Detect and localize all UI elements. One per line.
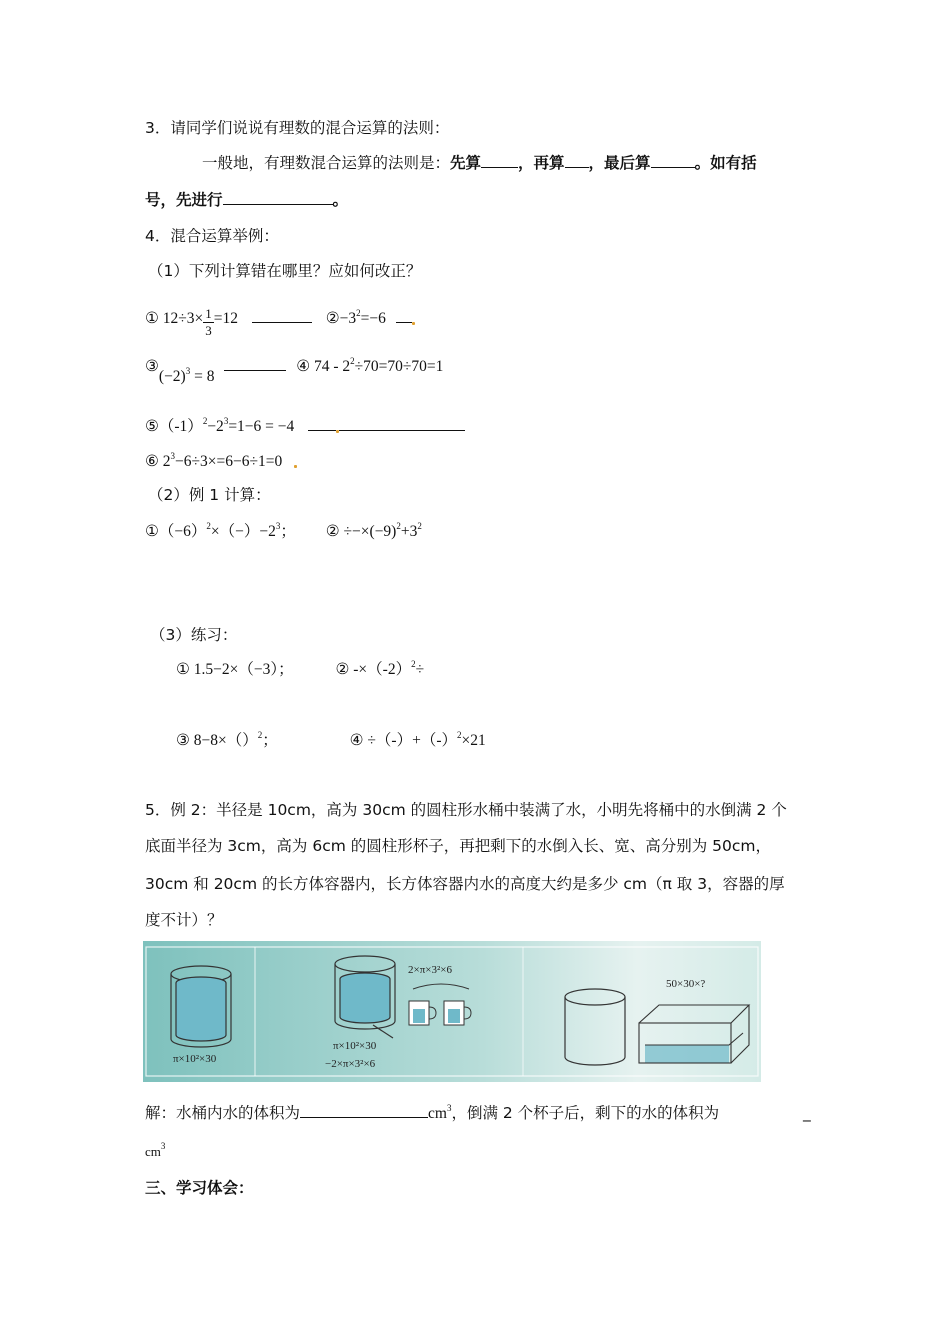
- error-expr-6: ⑥ $2^3-6\div 3\times=6-6\div 1=0$: [145, 452, 297, 472]
- section-4-title: 4．混合运算举例：: [145, 227, 279, 245]
- question-3: （3）练习：: [150, 626, 238, 644]
- error-expr-5: $⑤(-1)^2-2^3=1-6 = -4$: [145, 416, 465, 437]
- practice-row-1: ① 1.5−2×（−3）； ② $-\times(-2)^2\div$: [176, 659, 425, 678]
- error-expr-1: ① 12÷3× $\frac{1}{3}$ =12 $②-3^2=-6$: [145, 306, 415, 339]
- blank-then[interactable]: [565, 153, 589, 168]
- answer-blank-1[interactable]: [252, 308, 312, 323]
- answer-blank-5a[interactable]: [308, 416, 336, 431]
- remaining-volume-label-1: π×10²×30: [333, 1040, 377, 1052]
- example-2-line-1: 5．例 2：半径是 10cm，高为 30cm 的圆柱形水桶中装满了水，小明先将桶中的水倒满 2 个: [145, 801, 787, 819]
- answer-unit: $cm^3$: [145, 1141, 166, 1159]
- box-volume-label: 50×30×?: [666, 978, 706, 990]
- answer-blank-volume[interactable]: [300, 1103, 428, 1118]
- section-reflection-title: 三、学习体会：: [145, 1179, 254, 1197]
- example-2-line-2: 底面半径为 3cm，高为 6cm 的圆柱形杯子，再把剩下的水倒入长、宽、高分别为 50cm，: [145, 837, 772, 855]
- answer-blank-2[interactable]: [396, 308, 412, 323]
- answer-blank-3[interactable]: [224, 356, 286, 371]
- question-1: （1）下列计算错在哪里？应如何改正？: [148, 262, 422, 280]
- answer-blank-5b[interactable]: [339, 416, 465, 431]
- rule-line-1: 一般地，有理数混合运算的法则是：先算 ，再算 ，最后算 。如有括: [202, 154, 757, 172]
- fraction-one-third: $\frac{1}{3}$: [205, 306, 212, 338]
- example-1-exprs: $①(-6)^2\times(-)-2^3$； ② $\div-\times(-9)^2+3^2$: [145, 521, 422, 540]
- blank-last[interactable]: [651, 153, 695, 168]
- example-2-line-4: 度不计）？: [145, 911, 223, 929]
- question-2: （2）例 1 计算：: [148, 486, 271, 504]
- remaining-volume-label-2: −2×π×3²×6: [325, 1058, 376, 1070]
- containers-figure: [143, 941, 761, 1082]
- cups-volume-label: 2×π×3²×6: [408, 964, 452, 976]
- example-2-line-3: 30cm 和 20cm 的长方体容器内，长方体容器内水的高度大约是多少 cm（π 取 3，容器的厚: [145, 875, 785, 893]
- rule-line-2: 号，先进行 。: [145, 191, 349, 209]
- bucket-volume-label: π×10²×30: [173, 1053, 217, 1065]
- blank-bracket[interactable]: [223, 190, 333, 205]
- error-expr-3: $③(-2)^3 = 8$ ④ $74 - 2^2\div 70=70\div 70=1$: [145, 356, 444, 385]
- practice-row-2: ③ 8−8×（）$^2$； ④ $\div(-)+(-)^2\times 21$: [176, 730, 486, 749]
- answer-line: 解：水桶内水的体积为 $cm^3$，倒满 2 个杯子后，剩下的水的体积为 _: [145, 1103, 811, 1122]
- section-3-title: 3．请同学们说说有理数的混合运算的法则：: [145, 119, 450, 137]
- blank-first[interactable]: [481, 153, 518, 168]
